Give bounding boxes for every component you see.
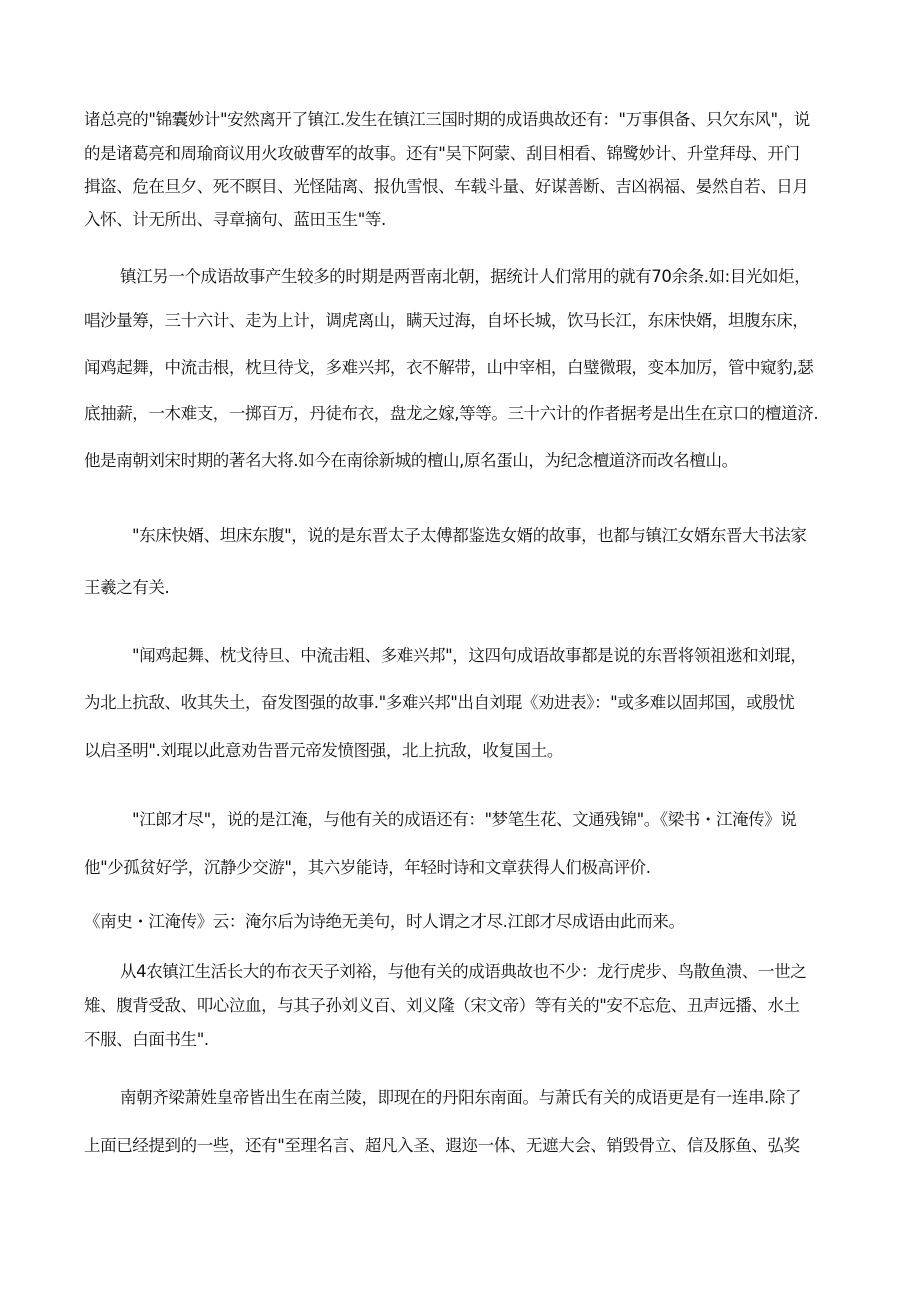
paragraph-2-line-4: 底抽薪，一木难支，一掷百万，丹徒布衣，盘龙之嫁,等等。三十六计的作者据考是出生在京口的檀道济. <box>84 404 819 423</box>
paragraph-1-line-4: 入怀、计无所出、寻章摘句、蓝田玉生"等. <box>84 210 386 229</box>
paragraph-5-line-2: 他"少孤贫好学，沉静少交游"，其六岁能诗，年轻时诗和文章获得人们极高评价. <box>84 858 651 877</box>
paragraph-8-line-2: 上面已经提到的一些，还有"至理名言、超凡入圣、遐迩一体、无遮大会、销毁骨立、信及豚鱼、弘奖 <box>84 1136 800 1155</box>
paragraph-1-line-3: 揖盗、危在旦夕、死不瞑目、光怪陆离、报仇雪恨、车载斗量、好谋善断、吉凶祸福、晏然自若、日月 <box>84 177 809 196</box>
paragraph-3-line-2: 王羲之有关. <box>84 578 170 597</box>
paragraph-2-line-1: 镇江另一个成语故事产生较多的时期是两晋南北朝，据统计人们常用的就有70余条.如:目光如炬， <box>120 267 811 286</box>
paragraph-2-line-3: 闻鸡起舞，中流击根，枕旦待戈，多难兴邦，衣不解带，山中宰相，白璧微瑕，变本加厉，管中窥豹,瑟 <box>84 358 814 377</box>
paragraph-4-line-3: 以启圣明".刘琨以此意劝告晋元帝发愤图强，北上抗敌，收复国土。 <box>84 741 563 760</box>
paragraph-8-line-1: 南朝齐梁萧姓皇帝皆出生在南兰陵，即现在的丹阳东南面。与萧氏有关的成语更是有一连串.除了 <box>120 1088 802 1107</box>
paragraph-7-line-3: 不服、白面书生". <box>84 1030 209 1049</box>
paragraph-4-line-1: "闻鸡起舞、枕戈待旦、中流击粗、多难兴邦"，这四句成语故事都是说的东晋将领祖逖和刘琨， <box>132 646 807 665</box>
paragraph-4-line-2: 为北上抗敌、收其失土，奋发图强的故事."多难兴邦"出自刘琨《劝进表》："或多难以固邦国，或殷忧 <box>84 693 795 712</box>
paragraph-6-line-1: 《南史・江淹传》云：淹尔后为诗绝无美句，时人谓之才尽.江郎才尽成语由此而来。 <box>84 912 685 931</box>
paragraph-7-line-1: 从4农镇江生活长大的布衣天子刘裕，与他有关的成语典故也不少：龙行虎步、鸟散鱼溃、一世之 <box>120 962 807 981</box>
paragraph-1-line-1: 诸总亮的"锦囊妙计"安然离开了镇江.发生在镇江三国时期的成语典故还有："万事俱备、只欠东风"，说 <box>84 110 810 129</box>
paragraph-5-line-1: "江郎才尽"，说的是江淹，与他有关的成语还有："梦笔生花、文通残锦"。《梁书・江淹传》说 <box>132 810 797 829</box>
paragraph-7-line-2: 雉、腹背受敌、叩心泣血，与其子孙刘义百、刘义隆（宋文帝）等有关的"安不忘危、丑声远播、水土 <box>84 996 800 1015</box>
paragraph-1-line-2: 的是诸葛亮和周瑜商议用火攻破曹军的故事。还有"吴下阿蒙、刮目相看、锦鹭妙计、升堂拜母、开门 <box>84 144 800 163</box>
paragraph-2-line-5: 他是南朝刘宋时期的著名大将.如今在南徐新城的檀山,原名蛋山，为纪念檀道济而改名檀山。 <box>84 451 738 470</box>
paragraph-3-line-1: "东床快婿、坦床东腹"，说的是东晋太子太傅都鉴选女婿的故事，也都与镇江女婿东晋大书法家 <box>132 526 807 545</box>
paragraph-2-line-2: 唱沙量筹，三十六计、走为上计，调虎离山，瞒天过海，自坏长城，饮马长江，东床快婿，坦腹东床， <box>84 311 809 330</box>
